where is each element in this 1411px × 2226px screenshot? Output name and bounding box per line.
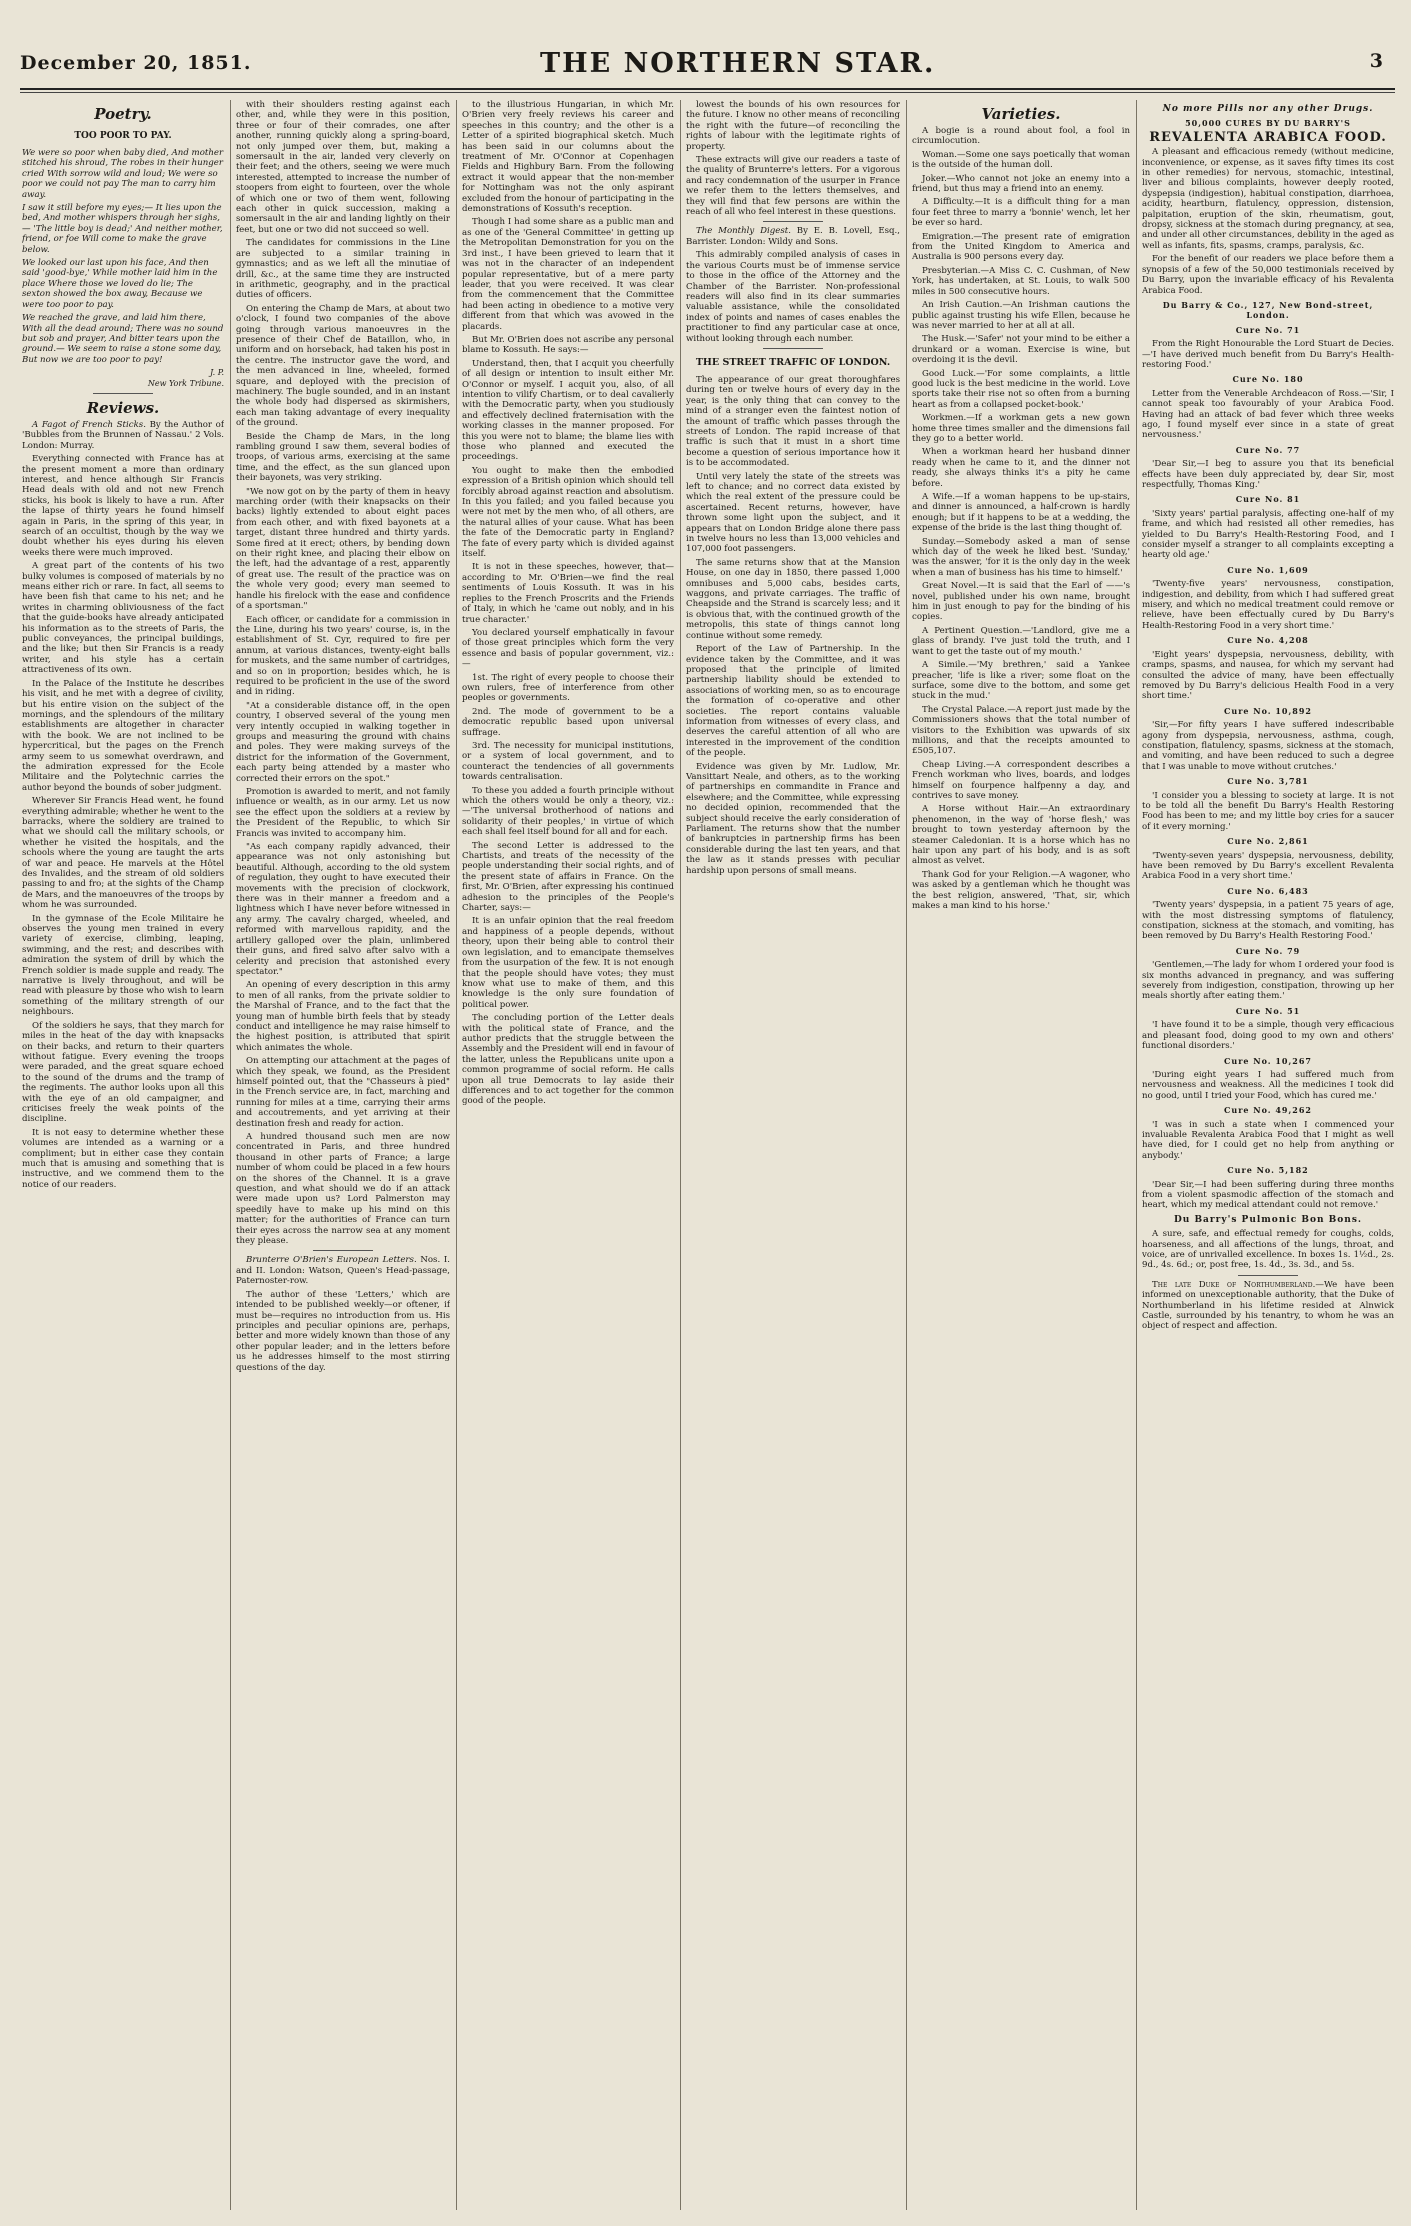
- poem-signature: J. P.: [210, 368, 224, 378]
- column-2: with their shoulders resting against each other, and, while they were in this position, three or four of their comrades, one after another, running quickly along a spring-board, not only jumped over them, but, making a somersault in the air, landed very cleverly on their feet; and the others, seeing we were much interested, attempted to increase the number of stoopers from eight to fourteen, over the whole of which one or two of them went, following each other in quick succession, making a somersault in the air and landing lightly on their feet, but one or two did not succeed so well. The candidates for commissions in the Line are subjected to a similar training in gymnastics; and as we left all the minutiae of drill, &c., at the same time they are instructed in arithmetic, geography, and in the practical duties of officers. On entering the Champ de Mars, at about two o'clock, I found two companies of the above going through various manoeuvres in the presence of their Chef de Bataillon, who, in uniform and on horseback, had taken his post in the centre. The instructor gave the word, and the men advanced in line, wheeled, formed square, and deployed with the precision of machinery. The bugle sounded, and in an instant the whole body had dispersed as skirmishers, each man taking advantage of every inequality of the ground. Beside the Champ de Mars, in the long rambling ground I saw them, several bodies of troops, of various arms, exercising at the same time, and the effect, as the sun glanced upon their bayonets, was very striking. "We now got on by the party of them in heavy marching order (with their knapsacks on their backs) lightly extended to about eight paces from each other, and with fixed bayonets at a target, distant three hundred and thirty yards. Some fired at it erect; others, by bending down on their right knee, and placing their elbow on the left, had the advantage of a rest, apparently of great use. The result of the practice was on the whole very good; every man seemed to handle his firelock with the ease and confidence of a sportsman." Each officer, or candidate for a commission in the Line, during his two years' course, is, in the establishment of St. Cyr, required to fire per annum, at various distances, twenty-eight balls for muskets, and the same number of cartridges, and so on in proportion; besides which, he is required to be proficient in the use of the sword and in riding. "At a considerable distance off, in the open country, I observed several of the young men very intently occupied in walking together in groups and measuring the ground with chains and poles. They were making surveys of the district for the information of the Government, each party being attended by a master who corrected their errors on the spot." Promotion is awarded to merit, and not family influence or wealth, as in our army. Let us now see the effect upon the soldiers at a review by the President of the Republic, to which Sir Francis was invited to accompany him. "As each company rapidly advanced, their appearance was not only astonishing but beautiful. Although, according to the old system of regulation, they ought to have executed their movements with the precision of clockwork, there was in their manner a freedom and a lightness which I have never before witnessed in any army. The cavalry charged, wheeled, and reformed with marvellous rapidity, and the artillery galloped over the plain, unlimbered their guns, and fired salvo after salvo with a celerity and precision that astonished every spectator." An opening of every description in this army to men of all ranks, from the private soldier to the Marshal of France, and to the fact that the young man of humble birth feels that by steady conduct and intelligence he may raise himself to the highest position, is attributed that spirit which animates the whole. On attempting our attachment at the pages of which they speak, we found, as the President himself pointed out, that the "Chasseurs à pied" in the French service are, in fact, marching and running for miles at a time, carrying their arms and accoutrements, and yet arriving at their destination fresh and ready for action. A hundred thousand such men are now concentrated in Paris, and three hundred thousand in other parts of France; a large number of whom could be placed in a few hours on the shores of the Channel. It is a grave question, and what should we do if an attack were made upon us? Lord Palmerston may speedily have to make up his mind on this matter; for the authorities of France can turn their eyes across the narrow sea at any moment they please. Brunterre O'Brien's European Letters. Nos. I. and II. London: Watson, Queen's Head-passage, Paternoster-row. The author of these 'Letters,' which are intended to be published weekly—or oftener, if must be—requires no introduction from us. His principles and peculiar opinions are, perhaps, better and more widely known than those of any other popular leader; and in the letters before us he addresses himself to the most stirring questions of the day.: [236, 100, 450, 1373]
- ad-case-number: Cure No. 10,267: [1224, 1055, 1312, 1066]
- poem-stanza: We were so poor when baby died, And mother stitched his shroud, The robes in their hunger cried With sorrow wild and loud; We were so poor we could not pay The man to carry him away.: [22, 148, 224, 200]
- review-byline: Nos. I. and II. London: Watson, Queen's Head-passage, Paternoster-row.: [236, 1255, 450, 1287]
- column-divider: [1136, 100, 1137, 2210]
- column-divider: [680, 100, 681, 2210]
- page-number: 3: [1369, 50, 1383, 72]
- column-divider: [906, 100, 907, 2210]
- divider: [763, 348, 823, 349]
- masthead-rule: [20, 88, 1395, 90]
- street-traffic-title: THE STREET TRAFFIC OF LONDON.: [695, 356, 891, 368]
- review-title: Brunterre O'Brien's European Letters.: [246, 1255, 417, 1266]
- poem-stanza: We looked our last upon his face, And then said 'good-bye,' While mother laid him in the place Where those we loved do lie; The sexton showed the box away, Because we were too poor to pay.: [22, 258, 218, 310]
- ad-case-number: Cure No. 49,262: [1224, 1105, 1312, 1116]
- divider: [763, 221, 823, 222]
- divider: [1238, 1275, 1298, 1276]
- ad-headline: REVALENTA ARABICA FOOD.: [1149, 129, 1387, 145]
- column-divider: [456, 100, 457, 2210]
- column-5: Varieties. A bogie is a round about fool, a fool in circumlocution. Woman.—Some one says poetically that woman is the outside of the human doll. Joker.—Who cannot not joke an enemy into a friend, but thus may a friend into an enemy. A Difficulty.—It is a difficult thing for a man four feet three to marry a 'bonnie' wench, let her be ever so hard. Emigration.—The present rate of emigration from the United Kingdom to America and Australia is 900 persons every day. Presbyterian.—A Miss C. C. Cushman, of New York, has undertaken, at St. Louis, to walk 500 miles in 500 consecutive hours. An Irish Caution.—An Irishman cautions the public against trusting his wife Ellen, because he was never married to her at all at all. The Husk.—'Safer' not your mind to be either a drunkard or a woman. Exercise is wine, but overdoing it is the devil. Good Luck.—'For some complaints, a little good luck is the best medicine in the world. Love sports take their rise not so often from a burning heart as from a collapsed pocket-book.' Workmen.—If a workman gets a new gown home three times smaller and the dimensions fail they go to a better world. When a workman heard her husband dinner ready when he came to it, and the dinner not ready, she always thinks it's a pity he came before. A Wife.—If a woman happens to be up-stairs, and dinner is announced, a half-crown is hardly enough; but if it happens to be at a wedding, the expense of the bride is the last thing thought of. Sunday.—Somebody asked a man of sense which day of the week he liked best. 'Sunday,' was the answer, 'for it is the only day in the week when a man of business has his time to himself.' Great Novel.—It is said that the Earl of ——'s novel, published under his own name, brought him in just enough to pay for the binding of his copies. A Pertinent Question.—'Landlord, give me a glass of brandy. I've just told the truth, and I want to get the taste out of my mouth.' A Simile.—'My brethren,' said a Yankee preacher, 'life is like a river; some float on the surface, some dive to the bottom, and some get stuck in the mud.' The Crystal Palace.—A report just made by the Commissioners shows that the total number of visitors to the Exhibition was upwards of six millions, and that the receipts amounted to £505,107. Cheap Living.—A correspondent describes a French workman who lives, boards, and lodges himself on fourpence halfpenny a day, and contrives to save money. A Horse without Hair.—An extraordinary phenomenon, in the way of 'horse flesh,' was brought to town yesterday afternoon by the steamer Caledonian. It is a horse which has no hair upon any part of his body, and is as soft almost as velvet. Thank God for your Religion.—A wagoner, who was asked by a gentleman which he thought was the best religion, answered, 'That, sir, which makes a man kind to his horse.': [912, 105, 1130, 912]
- review-byline: By E. B. Lovell, Esq., Barrister. London: Wildy and Sons.: [686, 226, 900, 247]
- poem-stanza: I saw it still before my eyes;— It lies upon the bed, And mother whispers through her sighs,— 'The little boy is dead;' And neither mother, friend, or foe Will come to make the grave below.: [22, 203, 223, 255]
- divider: [93, 393, 153, 394]
- ad-case-number: Cure No. 51: [1235, 1005, 1301, 1016]
- newspaper-title: THE NORTHERN STAR.: [540, 48, 936, 79]
- ad-case-number: Cure No. 1,609: [1227, 564, 1309, 575]
- review-byline: By the Author of 'Bubbles from the Brunnen of Nassau.' 2 Vols. London: Murray.: [22, 419, 224, 451]
- column-4: lowest the bounds of his own resources for the future. I know no other means of reconciling the right with the future—of reconciling the rights of labour with the legitimate rights of property. These extracts will give our readers a taste of the quality of Brunterre's letters. For a vigorous and racy condemnation of the usurper in France we refer them to the letters themselves, and they will find that few persons are within the reach of all who feel interest in these questions. The Monthly Digest. By E. B. Lovell, Esq., Barrister. London: Wildy and Sons. This admirably compiled analysis of cases in the various Courts must be of immense service to those in the office of the Attorney and the Chamber of the Barrister. Non-professional readers will also find in its clear summaries valuable assistance, while the consolidated index of points and names of cases enables the practitioner to find any particular case at once, without looking through each number. THE STREET TRAFFIC OF LONDON. The appearance of our great thoroughfares during ten or twelve hours of every day in the year, is the only thing that can convey to the mind of a stranger even the faintest notion of the amount of traffic which passes through the streets of London. The rapid increase of that traffic is such that it must in a short time become a question of serious importance how it is to be accommodated. Until very lately the state of the streets was left to chance; and no correct data existed by which the real extent of the pressure could be ascertained. Recent returns, however, have thrown some light upon the subject, and it appears that on London Bridge alone there pass in twelve hours no less than 13,000 vehicles and 107,000 foot passengers. The same returns show that at the Mansion House, on one day in 1850, there passed 1,000 omnibuses and 5,000 cabs, besides carts, waggons, and private carriages. The traffic of Cheapside and the Strand is scarcely less; and it is obvious that, with the continued growth of the metropolis, this state of things cannot long continue without some remedy. Report of the Law of Partnership. In the evidence taken by the Committee, and it was proposed that the principle of limited partnership liability should be extended to associations of working men, so as to encourage the formation of co-operative and other societies. The report contains valuable information from witnesses of every class, and deserves the careful attention of all who are interested in the improvement of the condition of the people. Evidence was given by Mr. Ludlow, Mr. Vansittart Neale, and others, as to the working of partnerships en commandite in France and elsewhere; and the Committee, while expressing no decided opinion, recommended that the subject should receive the early consideration of Parliament. The returns show that the number of bankruptcies in partnership firms has been considerable during the last ten years, and that the law as it stands presses with peculiar hardship upon persons of small means.: [686, 100, 900, 876]
- column-6-advertisement: No more Pills nor any other Drugs. 50,000 CURES BY DU BARRY'S REVALENTA ARABICA FOOD. A pleasant and efficacious remedy (without medicine, inconvenience, or expense, as it saves fifty times its cost in other remedies) for nervous, stomachic, intestinal, liver and bilious complaints, however deeply rooted, dyspepsia (indigestion), habitual constipation, diarrhoea, acidity, heartburn, flatulency, oppression, distension, palpitation, eruption of the skin, rheumatism, gout, dropsy, sickness at the stomach during pregnancy, at sea, and under all other circumstances, debility in the aged as well as infants, fits, spasms, cramps, paralysis, &c. For the benefit of our readers we place before them a synopsis of a few of the 50,000 testimonials received by Du Barry, upon the invariable efficacy of his Revalenta Arabica Food. Du Barry & Co., 127, New Bond-street, London. Cure No. 71 From the Right Honourable the Lord Stuart de Decies.—'I have derived much benefit from Du Barry's Health-restoring Food.' Cure No. 180 Letter from the Venerable Archdeacon of Ross.—'Sir, I cannot speak too favourably of your Arabica Food. Having had an attack of bad fever which three weeks ago, I found myself ever since in a state of great nervousness.' Cure No. 77 'Dear Sir,—I beg to assure you that its beneficial effects have been duly appreciated by, dear Sir, most respectfully, Thomas King.' Cure No. 81 'Sixty years' partial paralysis, affecting one-half of my frame, and which had resisted all other remedies, has yielded to Du Barry's Health-Restoring Food, and I consider myself a stranger to all complaints excepting a hearty old age.' Cure No. 1,609 'Twenty-five years' nervousness, constipation, indigestion, and debility, from which I had suffered great misery, and which no medical treatment could remove or relieve, have been effectually cured by Du Barry's Health-Restoring Food in a very short time.' Cure No. 4,208 'Eight years' dyspepsia, nervousness, debility, with cramps, spasms, and nausea, for which my servant had consulted the advice of many, have been effectually removed by Du Barry's delicious Health Food in a very short time.' Cure No. 10,892 'Sir,—For fifty years I have suffered indescribable agony from dyspepsia, nervousness, asthma, cough, constipation, flatulency, spasms, sickness at the stomach, and vomiting, and have been reduced to such a degree that I was unable to move without crutches.' Cure No. 3,781 'I consider you a blessing to society at large. It is not to be told all the benefit Du Barry's Health Restoring Food has been to me; and my little boy cries for a saucer of it every morning.' Cure No. 2,861 'Twenty-seven years' dyspepsia, nervousness, debility, have been removed by Du Barry's excellent Revalenta Arabica Food in a very short time.' Cure No. 6,483 'Twenty years' dyspepsia, in a patient 75 years of age, with the most distressing symptoms of flatulency, constipation, sickness at the stomach, and vomiting, has been removed by Du Barry's Health Restoring Food.' Cure No. 79 'Gentlemen,—The lady for whom I ordered your food is six months advanced in pregnancy, and was suffering severely from indigestion, constipation, throwing up her meals shortly after eating them.' Cure No. 51 'I have found it to be a simple, though very efficacious and pleasant food, doing good to my own and others' functional disorders.' Cure No. 10,267 'During eight years I had suffered much from nervousness and weakness. All the medicines I took did no good, until I tried your Food, which has cured me.' Cure No. 49,262 'I was in such a state when I commenced your invaluable Revalenta Arabica Food that I might as well have died, for I could get no help from anything or anybody.' Cure No. 5,182 'Dear Sir,—I had been suffering during three months from a violent spasmodic affection of the stomach and heart, which my medical attendant could not remove.' Du Barry's Pulmonic Bon Bons. A sure, safe, and effectual remedy for coughs, colds, hoarseness, and all affections of the lungs, throat, and voice, are of unrivalled excellence. In boxes 1s. 1½d., 2s. 9d., 4s. 6d.; or, post free, 1s. 4d., 3s. 3d., and 5s. The late Duke of Northumberland.—We have been informed on unexceptionable authority, that the Duke of Northumberland in his lifetime resided at Alnwick Castle, surrounded by his tenantry, to whom he was an object of respect and affection.: [1142, 104, 1394, 1332]
- late-item-heading: The late Duke of Northumberland.: [1152, 1279, 1316, 1290]
- ad-case-number: Cure No. 180: [1232, 374, 1304, 385]
- ad-case-number: Cure No. 79: [1235, 945, 1301, 956]
- ad-case-number: Cure No. 4,208: [1227, 635, 1309, 646]
- ad-case-number: Cure No. 10,892: [1224, 705, 1312, 716]
- ad-case-number: Cure No. 6,483: [1227, 885, 1309, 896]
- poem-title: TOO POOR TO PAY.: [74, 131, 172, 141]
- ad-lead: No more Pills nor any other Drugs.: [1162, 104, 1374, 114]
- ad-case-number: Cure No. 2,861: [1227, 836, 1309, 847]
- review-title: The Monthly Digest.: [696, 226, 791, 237]
- ad-case-number: Cure No. 77: [1235, 444, 1301, 455]
- column-3: to the illustrious Hungarian, in which Mr. O'Brien very freely reviews his career and speeches in this country; and the other is a Letter of a spirited biographical sketch. Much has been said in our columns about the treatment of Mr. O'Connor at Copenhagen Fields and Highbury Barn. From the following extract it would appear that the non-member for Nottingham was not the only aspirant excluded from the honour of participating in the demonstrations of Kossuth's reception. Though I had some share as a public man and as one of the 'General Committee' in getting up the Metropolitan Demonstration for you on the 3rd inst., I have been grieved to learn that it was not in the character of an independent popular representative, but of a mere party leader, that you were received. It was clear from the commencement that the Committee had been acting in obedience to a motive very different from that which was avowed in the placards. But Mr. O'Brien does not ascribe any personal blame to Kossuth. He says:— Understand, then, that I acquit you cheerfully of all design or intention to insult either Mr. O'Connor or myself. I acquit you, also, of all intention to vilify Chartism, or to deal cavalierly with the Democratic party, when you studiously and effectively declined fraternisation with the working classes in the manner proposed. For this you were not to blame; the blame lies with those who planned and executed the proceedings. You ought to make then the embodied expression of a British opinion which should tell forcibly abroad against reaction and absolutism. In this you failed; and you failed because you were not met by the men who, of all others, are the natural allies of your cause. What has been the fate of the Democratic party in England? The fate of every party which is divided against itself. It is not in these speeches, however, that—according to Mr. O'Brien—we find the real sentiments of Louis Kossuth. It was in his replies to the French Proscrits and the Friends of Italy, in which he 'came out nobly, and in his true character.' You declared yourself emphatically in favour of those great principles which form the very essence and basis of popular government, viz.:— 1st. The right of every people to choose their own rulers, free of interference from other peoples or governments. 2nd. The mode of government to be a democratic republic based upon universal suffrage. 3rd. The necessity for municipal institutions, or a system of local government, and to counteract the tendencies of all governments towards centralisation. To these you added a fourth principle without which the others would be only a theory, viz.:—'The universal brotherhood of nations and solidarity of their peoples,' in virtue of which each shall feel itself bound for all and for each. The second Letter is addressed to the Chartists, and treats of the necessity of the people understanding their social rights, and of the present state of affairs in France. On the first, Mr. O'Brien, after expressing his continued adhesion to the principles of the People's Charter, says:— It is an unfair opinion that the real freedom and happiness of a people depends, without theory, upon their being able to control their own legislation, and to emancipate themselves from the usurpation of the few. It is not enough that the people should have votes; they must know what use to make of them, and this knowledge is the only sure foundation of political power. The concluding portion of the Letter deals with the political state of France, and the author predicts that the struggle between the Assembly and the President will end in favour of the latter, unless the Republicans unite upon a common programme of social reform. He calls upon all true Democrats to lay aside their differences and to act together for the common good of the people.: [462, 100, 674, 1107]
- ad-case-number: Cure No. 71: [1235, 324, 1301, 335]
- ad-case-number: Cure No. 81: [1235, 494, 1301, 505]
- varieties-section-heading: Varieties.: [981, 105, 1061, 123]
- review-body-text: Everything connected with France has at the present moment a more than ordinary interest, and hence although Sir Francis Head deals with old and not new French sticks, his book is likely to have a run. After the lapse of thirty years he found himself again in Paris, in the spring of this year, in search of an occultist, though by the way we doubt whether his eyes during his eleven weeks there were much improved. A great part of the contents of his two bulky volumes is composed of materials by no means either rich or rare. In fact, all seems to have been fish that came to his net; and he writes in charming obliviousness of the fact that the guide-books have already anticipated his information as to the streets of Paris, the public conveyances, the principal buildings, and the like; but then Sir Francis is a ready writer, and his style has a certain attractiveness of its own. In the Palace of the Institute he describes his visit, and he met with a degree of civility, but his entire vision on the subject of the mornings, and the splendours of the military establishments are altogether in character with the book. We are not inclined to be hypercritical, but the pages on the French army seem to us somewhat overdrawn, and the admiration expressed for the Ecole Militaire and the Polytechnic carries the author beyond the bounds of sober judgment. Wherever Sir Francis Head went, he found everything admirable; whether he went to the barracks, where the soldiery are trained to what we should call the military schools, or whether he visited the hospitals, and the schools where the young are taught the arts of war and peace. He marvels at the Hôtel des Invalides, and the stream of old soldiers passing to and fro; at the sights of the Champ de Mars, and the manoeuvres of the troops by whom he was surrounded. In the gymnase of the Ecole Militaire he observes the young men trained in every variety of exercise, climbing, leaping, swimming, and the rest; and describes with admiration the system of drill by which the French soldier is made supple and ready. The narrative is lively throughout, and will be read with pleasure by those who wish to learn something of the military strength of our neighbours. Of the soldiers he says, that they march for miles in the heat of the day with knapsacks on their backs, and return to their quarters without fatigue. Every evening the troops were paraded, and the great square echoed to the sound of the drums and the tramp of the regiments. The author looks upon all this with the eye of an old campaigner, and criticises freely the weak points of the discipline. It is not easy to determine whether these volumes are intended as a warning or a compliment; but in either case they contain much that is amusing and something that is instructive, and we commend them to the notice of our readers.: [22, 454, 224, 1190]
- review-title: A Fagot of French Sticks.: [32, 419, 146, 430]
- ad-subline: 50,000 CURES BY DU BARRY'S: [1185, 118, 1351, 129]
- masthead: [20, 22, 1395, 80]
- ad-case-number: Cure No. 3,781: [1227, 776, 1309, 787]
- ad-case-number: Cure No. 5,182: [1227, 1165, 1309, 1176]
- ad-closing: Du Barry's Pulmonic Bon Bons.: [1173, 1214, 1363, 1225]
- column-1: [22, 100, 224, 2210]
- poetry-section-heading: Poetry.: [94, 105, 152, 123]
- divider: [313, 1250, 373, 1251]
- reviews-section-heading: Reviews.: [86, 398, 160, 417]
- poem-stanza: We reached the grave, and laid him there, With all the dead around; There was no sound but sob and prayer, And bitter tears upon the ground.— We seem to raise a stone some day, But now we are too poor to pay!: [22, 313, 224, 365]
- masthead-rule-thin: [20, 92, 1395, 93]
- ad-address: Du Barry & Co., 127, New Bond-street, London.: [1162, 299, 1374, 321]
- issue-date: December 20, 1851.: [20, 52, 252, 74]
- poem-source: New York Tribune.: [147, 378, 224, 388]
- column-divider: [230, 100, 231, 2210]
